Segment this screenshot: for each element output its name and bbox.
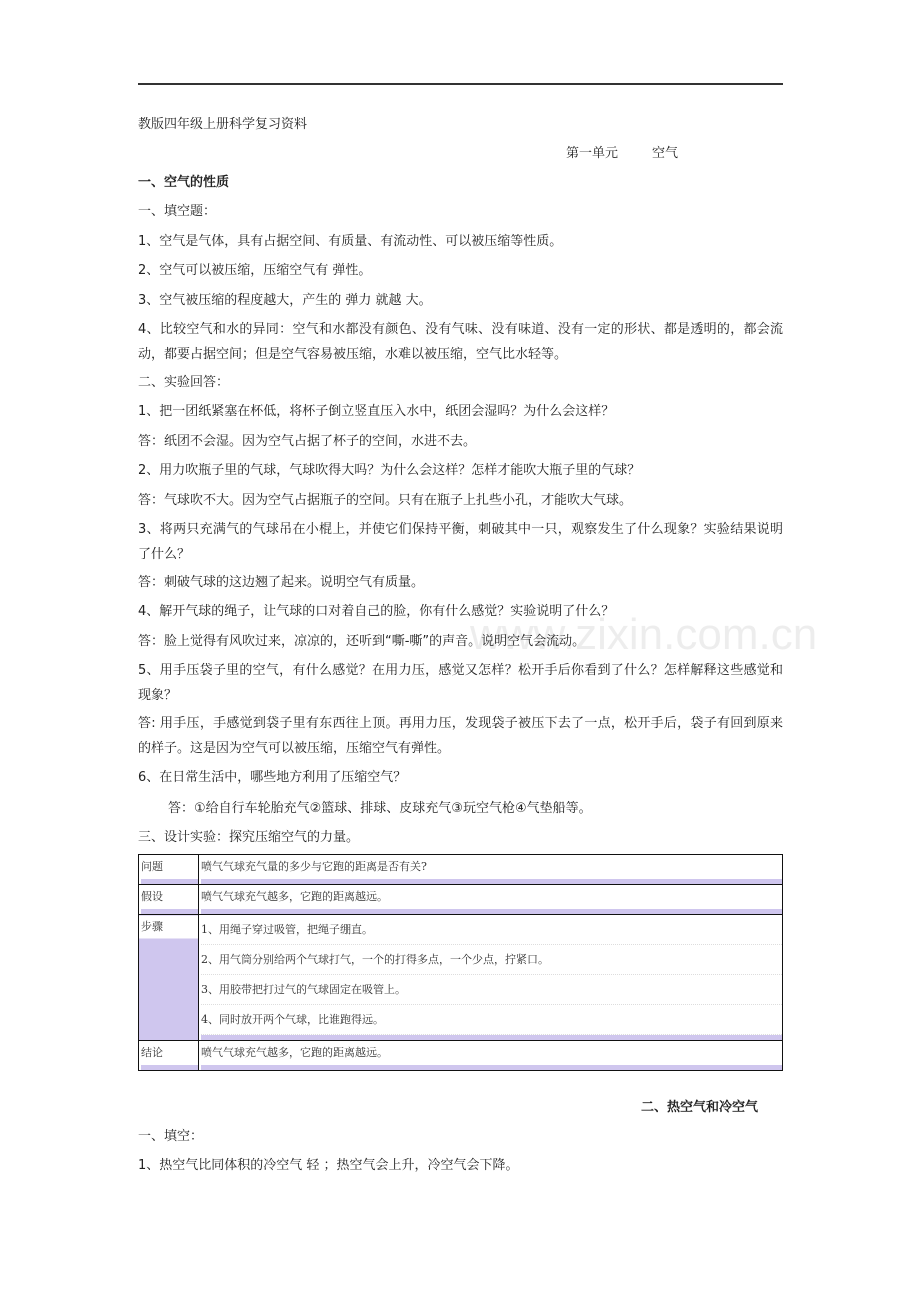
exp-answer: 答：纸团不会湿。因为空气占据了杯子的空间，水进不去。 [138,434,477,449]
row-label: 假设 [139,885,199,915]
section-title: 二、热空气和冷空气 [640,1100,758,1115]
fill-heading: 一、填空题： [138,204,217,219]
exp-answer: 答：①给自行车轮胎充气②篮球、排球、皮球充气③玩空气枪④气垫船等。 [168,801,592,816]
table-row-hypothesis [139,885,783,915]
step-item: 2、用气筒分别给两个气球打气，一个的打得多点，一个少点，拧紧口。 [201,945,782,975]
fill-item: 3、空气被压缩的程度越大，产生的 弹力 就越 大。 [138,293,432,308]
fill-item: 4、比较空气和水的异同：空气和水都没有颜色、没有气味、没有味道、没有一定的形状、都是透明的，都会流动，都要占据空间；但是空气容易被压缩，水难以被压缩，空气比水轻等。 [138,322,783,362]
exp-heading: 二、实验回答： [138,375,230,390]
exp-question: 1、把一团纸紧塞在杯低，将杯子倒立竖直压入水中，纸团会湿吗？为什么会这样？ [138,404,615,419]
row-label: 问题 [139,855,199,885]
section-title: 一、空气的性质 [138,175,230,190]
fill-item: 1、热空气比同体积的冷空气 轻 ；热空气会上升，冷空气会下降。 [138,1158,519,1173]
step-item: 3、用胶带把打过气的气球固定在吸管上。 [201,975,782,1005]
row-label: 结论 [139,1041,199,1071]
row-content: 喷气气球充气越多，它跑的距离越远。 [199,1041,783,1071]
exp-answer: 答：脸上觉得有风吹过来，凉凉的，还听到“嘶-嘶”的声音。说明空气会流动。 [138,634,586,649]
table-row-question [139,855,783,885]
fill-heading: 一、填空： [138,1129,204,1144]
exp-answer: 答：气球吹不大。因为空气占据瓶子的空间。只有在瓶子上扎些小孔，才能吹大气球。 [138,493,633,508]
row-content: 喷气气球充气越多，它跑的距离越远。 [199,885,783,915]
experiment-table [138,854,783,1071]
header-rule [138,83,783,85]
watermark: www.zixin.com.cn [470,610,818,659]
exp-question: 2、用力吹瓶子里的气球，气球吹得大吗？为什么会这样？怎样才能吹大瓶子里的气球？ [138,463,641,478]
design-heading: 三、设计实验：探究压缩空气的力量。 [138,830,360,845]
step-item: 4、同时放开两个气球，比谁跑得远。 [201,1005,782,1035]
exp-answer: 答: 用手压，手感觉到袋子里有东西往上顶。再用力压，发现袋子被压下去了一点，松开手后，袋子有回到原来的样子。这是因为空气可以被压缩，压缩空气有弹性。 [138,716,783,756]
exp-question: 4、解开气球的绳子，让气球的口对着自己的脸，你有什么感觉？实验说明了什么？ [138,604,615,619]
exp-question: 5、用手压袋子里的空气，有什么感觉？在用力压，感觉又怎样？松开手后你看到了什么？怎样解释这些感觉和现象？ [138,663,783,703]
fill-item: 1、空气是气体，具有占据空间、有质量、有流动性、可以被压缩等性质。 [138,234,563,249]
row-content: 喷气气球充气量的多少与它跑的距离是否有关? [199,855,783,885]
exp-question: 6、在日常生活中，哪些地方利用了压缩空气？ [138,770,407,785]
exp-question: 3、将两只充满气的气球吊在小棍上，并使它们保持平衡，刺破其中一只，观察发生了什么现象？实验结果说明了什么？ [138,522,783,562]
unit-name: 空气 [652,146,679,161]
table-row-conclusion [139,1041,783,1071]
row-content [199,915,783,1041]
exp-answer: 答：刺破气球的这边翘了起来。说明空气有质量。 [138,575,425,590]
doc-title: 教版四年级上册科学复习资料 [138,117,308,132]
unit-heading [566,141,766,166]
table-row-steps [139,915,783,1041]
fill-item: 2、空气可以被压缩，压缩空气有 弹性。 [138,263,372,278]
unit-label: 第一单元 [566,146,619,161]
row-label: 步骤 [139,915,199,1041]
step-item: 1、用绳子穿过吸管，把绳子绷直。 [201,915,782,945]
